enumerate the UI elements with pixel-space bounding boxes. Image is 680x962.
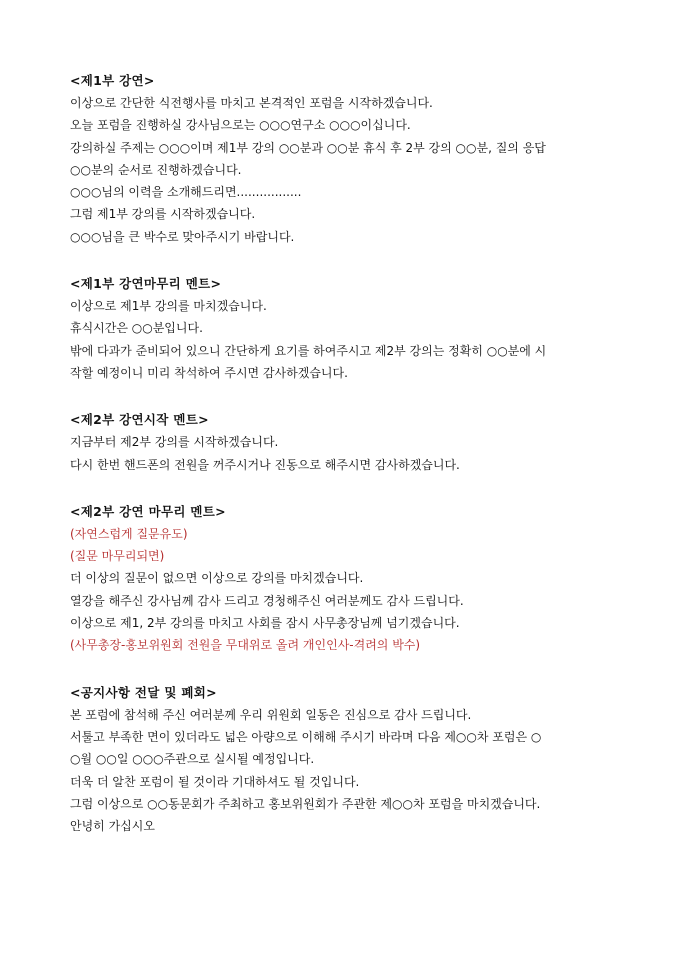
section-part1-closing xyxy=(70,273,610,384)
text-line: 더욱 더 알찬 포럼이 될 것이라 기대하셔도 될 것입니다. xyxy=(70,774,360,789)
text-line: 휴식시간은 ○○분입니다. xyxy=(70,321,203,336)
text-line: 이상으로 간단한 식전행사를 마치고 본격적인 포럼을 시작하겠습니다. xyxy=(70,96,433,110)
section-title: <제2부 강연 마무리 멘트> xyxy=(70,503,226,519)
stage-direction: (질문 마무리되면) xyxy=(70,549,165,564)
text-line: 밖에 다과가 준비되어 있으니 간단하게 요기를 하여주시고 제2부 강의는 정확히 ○○분에 시 xyxy=(70,343,547,358)
text-line: 그럼 제1부 강의를 시작하겠습니다. xyxy=(70,207,256,222)
text-line: 다시 한번 핸드폰의 전원을 꺼주시거나 진동으로 해주시면 감사하겠습니다. xyxy=(70,457,460,472)
section-title: <제1부 강연마무리 멘트> xyxy=(70,276,222,292)
text-line: ○월 ○○일 ○○○주관으로 실시될 예정입니다. xyxy=(70,752,315,767)
text-line: 본 포럼에 참석해 주신 여러분께 우리 위원회 일동은 진심으로 감사 드립니다. xyxy=(70,707,472,722)
text-line: 강의하실 주제는 ○○○이며 제1부 강의 ○○분과 ○○분 휴식 후 2부 강의 ○○분, 질의 응답 xyxy=(70,140,546,155)
section-part1-lecture xyxy=(70,70,610,248)
stage-direction: (사무총장-홍보위원회 전원을 무대위로 올려 개인인사-격려의 박수) xyxy=(70,638,421,653)
section-title: <제2부 강연시작 멘트> xyxy=(70,412,209,428)
section-announcements-closing xyxy=(70,682,610,838)
section-part2-opening xyxy=(70,409,610,476)
text-line: 지금부터 제2부 강의를 시작하겠습니다. xyxy=(70,435,279,450)
section-title: <공지사항 전달 및 폐회> xyxy=(70,684,217,700)
text-line: 열강을 해주신 강사님께 감사 드리고 경청해주신 여러분께도 감사 드립니다. xyxy=(70,593,464,608)
text-line: 작할 예정이니 미리 착석하여 주시면 감사하겠습니다. xyxy=(70,365,348,380)
text-line: 더 이상의 질문이 없으면 이상으로 강의를 마치겠습니다. xyxy=(70,571,364,586)
section-title: <제1부 강연> xyxy=(70,73,155,88)
text-line: ○○○님의 이력을 소개해드리면................. xyxy=(70,185,302,200)
section-part2-closing xyxy=(70,501,610,657)
text-line: 안녕히 가십시오 xyxy=(70,819,155,834)
document-page xyxy=(70,70,610,862)
text-line: ○○분의 순서로 진행하겠습니다. xyxy=(70,162,242,177)
text-line: 이상으로 제1, 2부 강의를 마치고 사회를 잠시 사무총장님께 넘기겠습니다. xyxy=(70,616,460,631)
text-line: 그럼 이상으로 ○○동문회가 주최하고 홍보위원회가 주관한 제○○차 포럼을 마치겠습니다. xyxy=(70,796,541,811)
text-line: 서툴고 부족한 면이 있더라도 넓은 아량으로 이해해 주시기 바라며 다음 제○○차 포럼은 ○ xyxy=(70,729,542,744)
text-line: 오늘 포럼을 진행하실 강사님으로는 ○○○연구소 ○○○이십니다. xyxy=(70,118,411,133)
stage-direction: (자연스럽게 질문유도) xyxy=(70,526,188,541)
text-line: 이상으로 제1부 강의를 마치겠습니다. xyxy=(70,299,267,314)
text-line: ○○○님을 큰 박수로 맞아주시기 바랍니다. xyxy=(70,229,295,244)
